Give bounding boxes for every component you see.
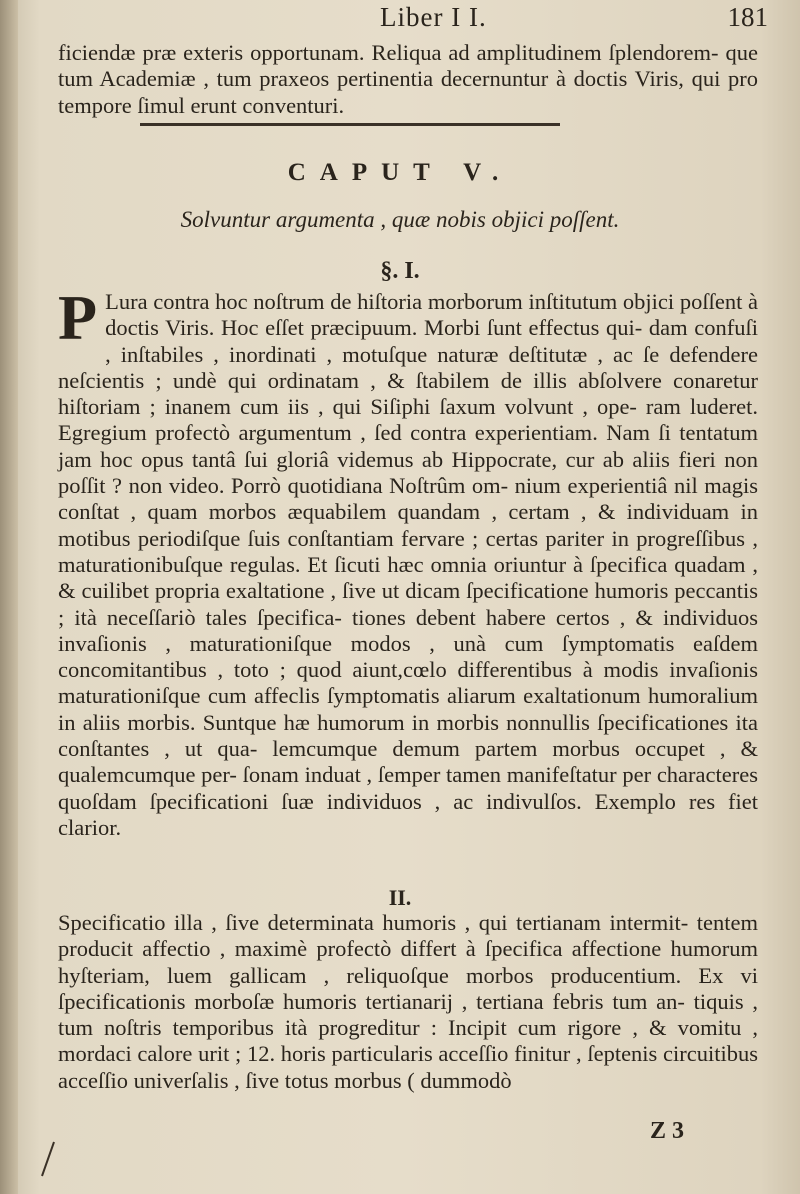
drop-capital: P xyxy=(58,282,98,353)
section-2-text: Specificatio illa , ſive determinata humoris , qui tertianam intermit- tentem producit affectio , maximè profectò differt à ſpecifica affectione humorum hyſteriam, luem gallicam , reliquoſque morbos producentium. Ex vi ſpecificationis morboſæ humoris tertianarij , tertiana febris tum an- tiquis , tum noſtris temporibus ità progreditur : Incipit cum rigore , & vomitu , mordaci calore urit ; 12. horis particularis acceſſio finitur , ſeptenis circuitibus acceſſio univerſalis , ſive totus morbus ( dummodò xyxy=(58,910,758,1093)
running-title: Liber I I. xyxy=(380,2,487,32)
pencil-mark-icon xyxy=(38,1140,58,1180)
top-paragraph: ficiendæ præ exteris opportunam. Reliqua ad amplitudinem ſplendorem- que tum Academiæ , tum praxeos pertinentia decernuntur à doctis Viris, qui pro tempore ſimul erunt conventuri. xyxy=(58,40,758,118)
section-mark-2: II. xyxy=(388,885,412,910)
section-mark-1: §. I. xyxy=(380,258,420,284)
chapter-subtitle: Solvuntur argumenta , quæ nobis objici poſſent. xyxy=(180,207,620,232)
chapter-heading: CAPUT V. xyxy=(287,159,513,186)
signature-mark: Z 3 xyxy=(650,1118,685,1144)
page-header xyxy=(60,2,780,38)
page-number: 181 xyxy=(727,2,768,32)
section-1-text: Lura contra hoc noſtrum de hiſtoria morborum inſtitutum objici poſſent à doctis Viris. Hoc eſſet præcipuum. Morbi ſunt effectus qui- dam confuſi , inſtabiles , inordinati , motuſque naturæ deſtitutæ , ac ſe defendere neſcientis ; undè qui ordinatam , & ſtabilem de illis abſolvere conaretur hiſtoriam ; inanem cum iis , qui Siſiphi ſaxum volvunt , ope- ram luderet. Egregium profectò argumentum , ſed contra experientiam. Nam ſi tentatum jam hoc opus tantâ ſui gloriâ videmus ab Hippocrate, cur ab aliis fieri non poſſit ? non video. Porrò quotidiana Noſtrûm om- nium experientiâ nil magis conſtat , quam morbos æquabilem quandam , certam , & individuam in motibus periodiſque ſuis conſtantiam fervare ; certas pariter in progreſſibus , maturationibuſque regulas. Et ſicuti hæc omnia oriuntur à ſpecifica quadam , & cuilibet propria exaltatione , ſive ut dicam ſpecificatione humoris peccantis ; ità neceſſariò tales ſpecifica- tiones debent habere certos , & individuos invaſionis , maturationiſque modos , unà cum ſymptomatis eaſdem concomitantibus , toto ; quod aiunt,cœlo differentibus à modis invaſionis maturationiſque cum affeclis ſymptomatis aliarum exaltationum humoralium in aliis morbis. Suntque hæ humorum in morbis nonnullis ſpecificationes ita conſtantes , ut qua- lemcumque demum partem morbus occupet , & qualemcumque per- ſonam induat , ſemper tamen manifeſtatur per characteres quoſdam ſpecificationi ſuæ individuos , ac indivulſos. Exemplo res fiet clarior. xyxy=(58,289,758,840)
ornamental-rule xyxy=(140,123,560,126)
section-1-body xyxy=(58,282,758,841)
